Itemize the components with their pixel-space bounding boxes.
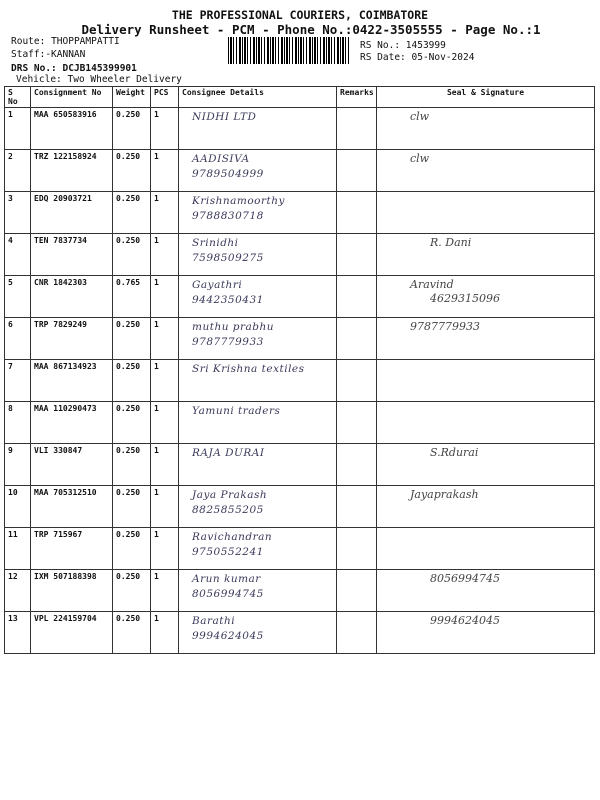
cell-remarks — [337, 402, 377, 444]
cell-sno: 10 — [5, 486, 31, 528]
cell-signature — [377, 612, 595, 654]
cell-remarks — [337, 360, 377, 402]
consignee-line-2: Yamuni traders — [192, 405, 281, 417]
cell-remarks — [337, 234, 377, 276]
cell-remarks — [337, 612, 377, 654]
cell-weight: 0.250 — [113, 528, 151, 570]
table-row — [5, 234, 595, 276]
rs-date-label: RS Date: — [360, 52, 406, 63]
cell-pcs: 1 — [151, 528, 179, 570]
consignee-line-2: 8825855205 — [192, 504, 264, 516]
cell-weight: 0.250 — [113, 234, 151, 276]
consignee-line-2: 9788830718 — [192, 210, 264, 222]
cell-pcs: 1 — [151, 486, 179, 528]
cell-remarks — [337, 444, 377, 486]
cell-sno: 1 — [5, 108, 31, 150]
cell-signature — [377, 234, 595, 276]
signature-line-1: Aravind — [410, 278, 454, 291]
cell-sno: 9 — [5, 444, 31, 486]
vehicle-value: Two Wheeler Delivery — [67, 74, 182, 85]
cell-pcs: 1 — [151, 234, 179, 276]
table-row — [5, 528, 595, 570]
rs-no-label: RS No.: — [360, 40, 401, 51]
col-header-signature: Seal & Signature — [377, 87, 595, 108]
cell-consignee — [179, 486, 337, 528]
cell-signature — [377, 318, 595, 360]
cell-signature — [377, 192, 595, 234]
cell-consignment-no: IXM 507188398 — [31, 570, 113, 612]
table-row — [5, 276, 595, 318]
cell-consignment-no: VPL 224159704 — [31, 612, 113, 654]
consignee-line-2: 8056994745 — [192, 588, 264, 600]
col-header-sno: S No — [5, 87, 31, 108]
consignee-line-2: 9789504999 — [192, 168, 264, 180]
signature-line-1: clw — [410, 152, 430, 165]
signature-line-2: S.Rdurai — [430, 446, 479, 459]
cell-remarks — [337, 150, 377, 192]
cell-weight: 0.250 — [113, 150, 151, 192]
cell-sno: 12 — [5, 570, 31, 612]
cell-pcs: 1 — [151, 108, 179, 150]
table-header-row — [5, 87, 595, 108]
cell-pcs: 1 — [151, 150, 179, 192]
cell-pcs: 1 — [151, 402, 179, 444]
cell-sno: 6 — [5, 318, 31, 360]
cell-consignee — [179, 318, 337, 360]
table-row — [5, 360, 595, 402]
cell-consignee — [179, 108, 337, 150]
consignee-line-2: RAJA DURAI — [192, 447, 265, 459]
cell-consignee — [179, 360, 337, 402]
consignee-line-1: AADISIVA — [192, 153, 250, 165]
cell-sno: 11 — [5, 528, 31, 570]
table-row — [5, 150, 595, 192]
signature-line-2: 8056994745 — [430, 572, 500, 585]
cell-consignment-no: EDQ 20903721 — [31, 192, 113, 234]
drs-value: DCJB145399901 — [62, 63, 137, 74]
barcode-image — [228, 37, 350, 64]
cell-consignment-no: TRP 7829249 — [31, 318, 113, 360]
drs-line — [11, 63, 137, 74]
cell-signature — [377, 444, 595, 486]
staff-value: KANNAN — [51, 49, 86, 60]
signature-line-1: clw — [410, 110, 430, 123]
cell-weight: 0.765 — [113, 276, 151, 318]
signature-line-1: Jayaprakash — [410, 488, 479, 501]
consignee-line-2: 9750552241 — [192, 546, 264, 558]
cell-pcs: 1 — [151, 570, 179, 612]
route-value: THOPPAMPATTI — [51, 36, 120, 47]
cell-remarks — [337, 108, 377, 150]
cell-remarks — [337, 318, 377, 360]
vehicle-label: Vehicle: — [16, 74, 62, 85]
route-label: Route: — [11, 36, 46, 47]
cell-pcs: 1 — [151, 360, 179, 402]
cell-weight: 0.250 — [113, 402, 151, 444]
col-header-remarks: Remarks — [337, 87, 377, 108]
cell-sno: 13 — [5, 612, 31, 654]
cell-consignee — [179, 612, 337, 654]
staff-label: Staff:- — [11, 49, 52, 60]
signature-line-1: 9787779933 — [410, 320, 480, 333]
cell-signature — [377, 528, 595, 570]
cell-signature — [377, 486, 595, 528]
cell-consignment-no: MAA 867134923 — [31, 360, 113, 402]
cell-weight: 0.250 — [113, 444, 151, 486]
cell-remarks — [337, 192, 377, 234]
cell-pcs: 1 — [151, 444, 179, 486]
cell-consignee — [179, 444, 337, 486]
cell-signature — [377, 360, 595, 402]
cell-consignment-no: CNR 1842303 — [31, 276, 113, 318]
cell-weight: 0.250 — [113, 570, 151, 612]
cell-sno: 4 — [5, 234, 31, 276]
cell-signature — [377, 570, 595, 612]
consignee-line-2: NIDHI LTD — [192, 111, 257, 123]
staff-line — [11, 49, 85, 60]
cell-consignee — [179, 276, 337, 318]
consignee-line-1: Gayathri — [192, 279, 243, 291]
rs-no-value: 1453999 — [405, 40, 446, 51]
cell-remarks — [337, 570, 377, 612]
cell-weight: 0.250 — [113, 486, 151, 528]
cell-consignment-no: MAA 110290473 — [31, 402, 113, 444]
table-row — [5, 192, 595, 234]
cell-remarks — [337, 528, 377, 570]
cell-pcs: 1 — [151, 192, 179, 234]
cell-consignee — [179, 150, 337, 192]
cell-signature — [377, 402, 595, 444]
table-row — [5, 570, 595, 612]
cell-consignee — [179, 528, 337, 570]
signature-line-2: R. Dani — [430, 236, 472, 249]
col-header-consignee: Consignee Details — [179, 87, 337, 108]
cell-weight: 0.250 — [113, 108, 151, 150]
cell-consignment-no: TEN 7837734 — [31, 234, 113, 276]
cell-remarks — [337, 276, 377, 318]
consignee-line-1: Jaya Prakash — [192, 489, 268, 501]
table-row — [5, 318, 595, 360]
consignee-line-1: Krishnamoorthy — [192, 195, 285, 207]
cell-sno: 5 — [5, 276, 31, 318]
col-header-consignment: Consignment No — [31, 87, 113, 108]
consignee-line-2: 9994624045 — [192, 630, 264, 642]
cell-weight: 0.250 — [113, 612, 151, 654]
cell-signature — [377, 108, 595, 150]
cell-pcs: 1 — [151, 276, 179, 318]
cell-remarks — [337, 486, 377, 528]
cell-weight: 0.250 — [113, 318, 151, 360]
cell-consignment-no: TRZ 122158924 — [31, 150, 113, 192]
cell-consignment-no: MAA 650583916 — [31, 108, 113, 150]
table-row — [5, 402, 595, 444]
cell-sno: 2 — [5, 150, 31, 192]
col-header-weight: Weight — [113, 87, 151, 108]
table-row — [5, 486, 595, 528]
route-line — [11, 36, 120, 47]
runsheet-table — [4, 86, 595, 654]
cell-consignee — [179, 192, 337, 234]
cell-weight: 0.250 — [113, 192, 151, 234]
cell-sno: 8 — [5, 402, 31, 444]
consignee-line-1: Barathi — [192, 615, 236, 627]
drs-label: DRS No.: — [11, 63, 57, 74]
cell-pcs: 1 — [151, 318, 179, 360]
consignee-line-1: muthu prabhu — [192, 321, 275, 333]
consignee-line-1: Srinidhi — [192, 237, 239, 249]
cell-signature — [377, 150, 595, 192]
cell-sno: 7 — [5, 360, 31, 402]
cell-consignee — [179, 402, 337, 444]
cell-consignee — [179, 234, 337, 276]
page-subtitle: Delivery Runsheet - PCM - Phone No.:0422-3505555 - Page No.:1 — [81, 22, 541, 37]
cell-consignment-no: TRP 715967 — [31, 528, 113, 570]
cell-signature — [377, 276, 595, 318]
cell-sno: 3 — [5, 192, 31, 234]
cell-consignment-no: MAA 705312510 — [31, 486, 113, 528]
col-header-pcs: PCS — [151, 87, 179, 108]
consignee-line-2: 9787779933 — [192, 336, 264, 348]
consignee-line-2: 7598509275 — [192, 252, 264, 264]
vehicle-line — [16, 74, 182, 85]
signature-line-2: 9994624045 — [430, 614, 500, 627]
signature-line-2: 4629315096 — [430, 292, 500, 305]
cell-pcs: 1 — [151, 612, 179, 654]
table-row — [5, 108, 595, 150]
rs-no-line — [360, 40, 446, 51]
rs-date-value: 05-Nov-2024 — [411, 52, 475, 63]
consignee-line-2: 9442350431 — [192, 294, 264, 306]
page-title: THE PROFESSIONAL COURIERS, COIMBATORE — [171, 8, 429, 22]
consignee-line-1: Ravichandran — [192, 531, 273, 543]
consignee-line-1: Arun kumar — [192, 573, 261, 585]
cell-weight: 0.250 — [113, 360, 151, 402]
rs-date-line — [360, 52, 474, 63]
consignee-line-1: Sri Krishna textiles — [192, 363, 305, 375]
table-row — [5, 612, 595, 654]
cell-consignment-no: VLI 330847 — [31, 444, 113, 486]
table-row — [5, 444, 595, 486]
cell-consignee — [179, 570, 337, 612]
